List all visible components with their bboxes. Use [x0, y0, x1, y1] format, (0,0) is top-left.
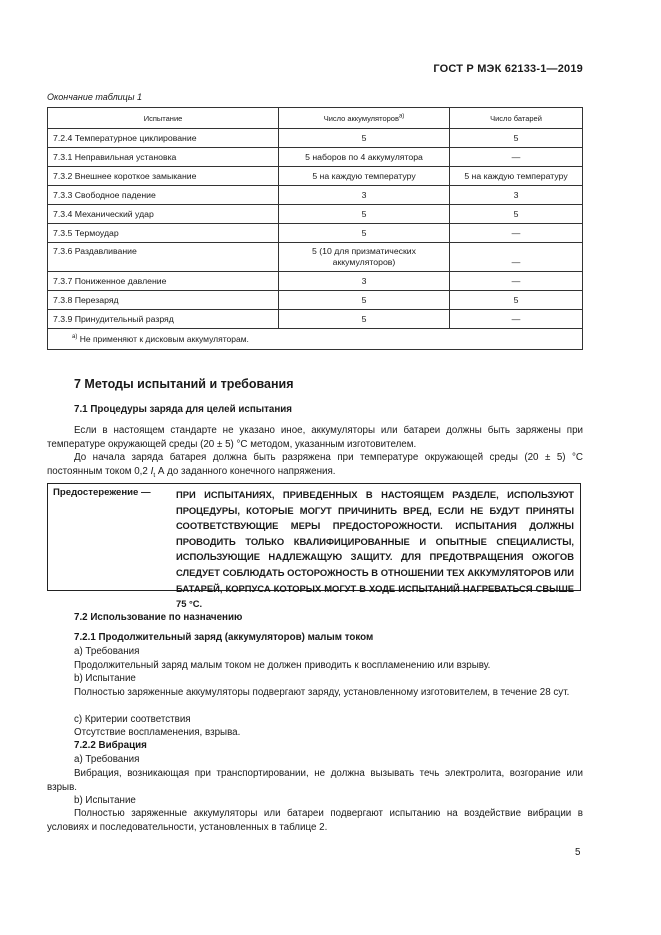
table-footnote — [48, 329, 583, 350]
paragraph-2-start: До начала заряда батарея должна быть разряжена при температуре окружающей среды (20 ± 5) °С постоянным током 0,2 — [47, 452, 583, 477]
table-footnote-row — [48, 329, 583, 350]
section-7-1-paragraph-1: Если в настоящем стандарте не указано иное, аккумуляторы или батареи должны быть заряжены при температуре окружающей среды (20 ± 5) °С методом, указанным изготовителем. — [47, 425, 583, 450]
document-code: ГОСТ Р МЭК 62133-1—2019 — [433, 63, 583, 75]
criteria-text: Отсутствие воспламенения, взрыва. — [74, 727, 241, 738]
item-test: b) Испытание — [74, 795, 136, 806]
cell-batteries: 5 — [450, 291, 583, 310]
cell-cells: 5 — [279, 205, 450, 224]
table-row — [48, 167, 583, 186]
column-header-cells-label: Число аккумуляторов — [323, 113, 399, 123]
cell-cells: 5 — [279, 224, 450, 243]
cell-test: 7.3.5 Термоудар — [48, 224, 279, 243]
table-header-row — [48, 108, 583, 129]
item-requirements: a) Требования — [74, 754, 140, 765]
column-header-batteries: Число батарей — [450, 108, 583, 129]
cell-cells: 5 (10 для призматических аккумуляторов) — [279, 243, 450, 272]
item-test: b) Испытание — [74, 673, 136, 684]
cell-test: 7.2.4 Температурное циклирование — [48, 129, 279, 148]
test-text: Полностью заряженные аккумуляторы подвергают заряду, установленному изготовителем, в течение 28 сут. — [74, 687, 570, 698]
cell-test: 7.3.4 Механический удар — [48, 205, 279, 224]
cell-test: 7.3.3 Свободное падение — [48, 186, 279, 205]
table-row — [48, 272, 583, 291]
table-row — [48, 129, 583, 148]
cell-cells: 3 — [279, 186, 450, 205]
cell-test: 7.3.8 Перезаряд — [48, 291, 279, 310]
vibration-requirements-text: Вибрация, возникающая при транспортировании, не должна вызывать течь электролита, возгорание или взрыв. — [47, 768, 583, 793]
section-7-title: 7 Методы испытаний и требования — [74, 377, 294, 391]
cell-test: 7.3.9 Принудительный разряд — [48, 310, 279, 329]
table-row — [48, 243, 583, 272]
section-7-2-title: 7.2 Использование по назначению — [74, 612, 243, 623]
table-caption: Окончание таблицы 1 — [47, 92, 142, 102]
table-row — [48, 224, 583, 243]
table-row — [48, 310, 583, 329]
current-symbol: I — [150, 465, 154, 477]
cell-cells: 5 — [279, 310, 450, 329]
cell-cells: 5 — [279, 129, 450, 148]
cell-batteries: 5 — [450, 129, 583, 148]
item-requirements: a) Требования — [74, 646, 140, 657]
table-row — [48, 186, 583, 205]
section-7-1-title: 7.1 Процедуры заряда для целей испытания — [74, 404, 292, 415]
table-row — [48, 291, 583, 310]
current-subscript: t — [153, 471, 156, 479]
section-7-2-1-title: 7.2.1 Продолжительный заряд (аккумуляторов) малым током — [74, 632, 374, 643]
footnote-mark: a) — [72, 333, 78, 340]
footnote-ref: a) — [398, 113, 405, 119]
warning-box — [47, 483, 581, 610]
warning-text: ПРИ ИСПЫТАНИЯХ, ПРИВЕДЕННЫХ В НАСТОЯЩЕМ РАЗДЕЛЕ, ИСПОЛЬЗУЮТ ПРОЦЕДУРЫ, КОТОРЫЕ МОГУТ ПРИЧИНИТЬ ВРЕД, ЕСЛИ НЕ БУДУТ ПРИНЯТЫ СООТВЕТСТВУЮЩИЕ МЕРЫ ПРЕДОСТОРОЖНОСТИ. ИСПЫТАНИЯ ДОЛЖНЫ ПРОВОДИТЬ ТОЛЬКО КВАЛИФИЦИРОВАННЫЕ И ОПЫТНЫЕ СПЕЦИАЛИСТЫ, ИСПОЛЬЗУЮЩИЕ НАДЛЕЖАЩУЮ ЗАЩИТУ. ДЛЯ ПРЕДОТВРАЩЕНИЯ ОЖОГОВ СЛЕДУЕТ СОБЛЮДАТЬ ОСТОРОЖНОСТЬ В ОТНОШЕНИИ ТЕХ АККУМУЛЯТОРОВ ИЛИ БАТАРЕЙ, КОРПУСА КОТОРЫХ МОГУТ В ХОДЕ ИСПЫТАНИЙ НАГРЕВАТЬСЯ СВЫШЕ 75 °С. — [176, 489, 574, 610]
requirements-text: Продолжительный заряд малым током не должен приводить к воспламенению или взрыву. — [74, 660, 491, 671]
cell-test: 7.3.7 Пониженное давление — [48, 272, 279, 291]
cell-batteries: — — [450, 243, 583, 272]
page-number: 5 — [575, 847, 581, 858]
item-criteria: c) Критерии соответствия — [74, 714, 191, 725]
cell-batteries: 5 на каждую температуру — [450, 167, 583, 186]
table-row — [48, 205, 583, 224]
table-row — [48, 148, 583, 167]
cell-test: 7.3.6 Раздавливание — [48, 243, 279, 272]
cell-test: 7.3.1 Неправильная установка — [48, 148, 279, 167]
cell-cells: 3 — [279, 272, 450, 291]
cell-batteries: — — [450, 310, 583, 329]
vibration-test-text: Полностью заряженные аккумуляторы или батареи подвергают испытанию на воздействие вибрации в условиях и последовательности, установленных в таблице 2. — [47, 808, 583, 833]
section-7-2-2-title: 7.2.2 Вибрация — [74, 740, 147, 751]
cell-batteries: 3 — [450, 186, 583, 205]
section-7-1-paragraph-2 — [47, 451, 583, 482]
column-header-test: Испытание — [48, 108, 279, 129]
warning-label: Предостережение — — [53, 487, 151, 498]
cell-batteries: — — [450, 272, 583, 291]
column-header-cells — [279, 108, 450, 129]
cell-test: 7.3.2 Внешнее короткое замыкание — [48, 167, 279, 186]
cell-cells: 5 — [279, 291, 450, 310]
cell-batteries: — — [450, 224, 583, 243]
cell-batteries: — — [450, 148, 583, 167]
paragraph-2-end: А до заданного конечного напряжения. — [155, 465, 336, 477]
cell-cells: 5 наборов по 4 аккумулятора — [279, 148, 450, 167]
tests-table — [47, 107, 583, 350]
footnote-text: Не применяют к дисковым аккумуляторам. — [79, 333, 249, 344]
cell-cells: 5 на каждую температуру — [279, 167, 450, 186]
cell-batteries: 5 — [450, 205, 583, 224]
